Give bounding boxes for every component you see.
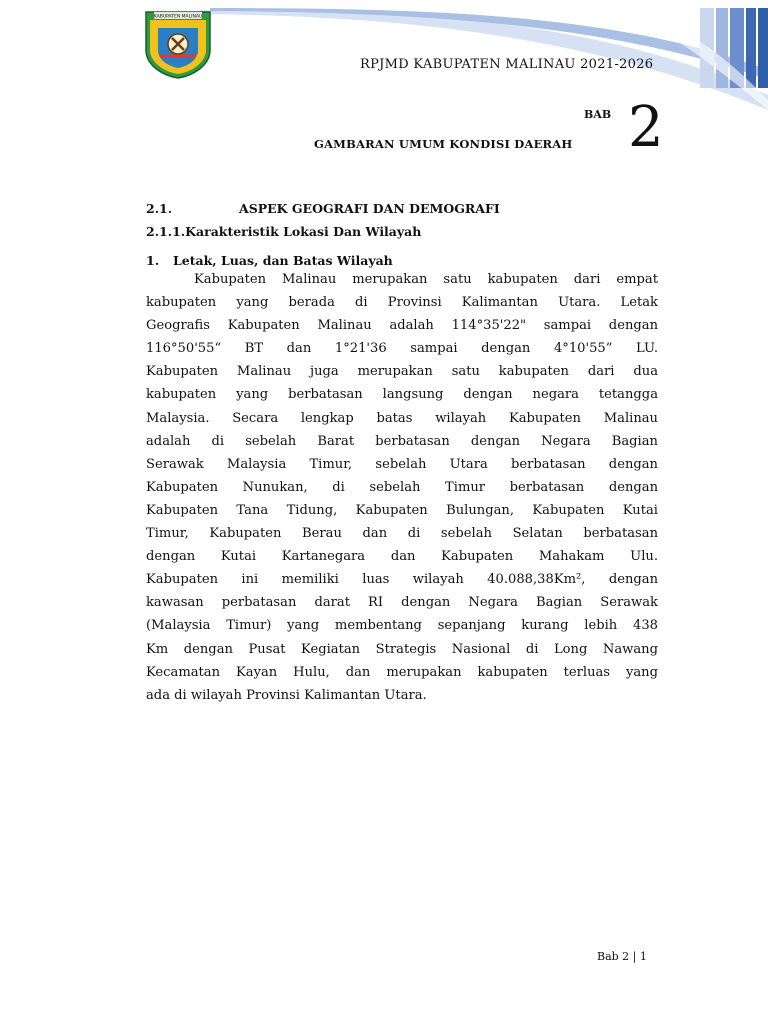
paragraph-line: Kabupaten Malinau merupakan satu kabupaten dari empat (194, 272, 658, 287)
paragraph-line: kabupaten yang berbatasan langsung dengan negara tetangga (146, 387, 658, 403)
paragraph-line: Malaysia. Secara lengkap batas wilayah Kabupaten Malinau (146, 410, 658, 426)
list-item-title: Letak, Luas, dan Batas Wilayah (173, 253, 393, 268)
page-number-footer: Bab 2 | 1 (597, 950, 647, 963)
paragraph-line: Timur, Kabupaten Berau dan di sebelah Selatan berbatasan (146, 526, 658, 542)
logo-text: KABUPATEN MALINAU (153, 14, 203, 20)
paragraph-line: (Malaysia Timur) yang membentang sepanjang kurang lebih 438 (146, 618, 658, 634)
subsection-title: 2.1.1.Karakteristik Lokasi Dan Wilayah (146, 224, 422, 239)
paragraph-line: Kabupaten ini memiliki luas wilayah 40.088,38Km², dengan (146, 572, 658, 588)
paragraph-line: adalah di sebelah Barat berbatasan dengan Negara Bagian (146, 433, 658, 449)
malinau-regency-logo (140, 6, 216, 80)
list-item-number: 1. (146, 253, 160, 268)
paragraph-line: Geografis Kabupaten Malinau adalah 114°35'22" sampai dengan (146, 318, 658, 334)
paragraph-line: Kabupaten Malinau juga merupakan satu kabupaten dari dua (146, 364, 658, 380)
paragraph-line: Kabupaten Tana Tidung, Kabupaten Bulungan, Kabupaten Kutai (146, 502, 658, 518)
paragraph-line: 116°50'55“ BT dan 1°21'36 sampai dengan 4°10'55” LU. (146, 341, 658, 357)
paragraph-line: Km dengan Pusat Kegiatan Strategis Nasional di Long Nawang (146, 641, 658, 657)
paragraph-line: dengan Kutai Kartanegara dan Kabupaten Mahakam Ulu. (146, 549, 658, 565)
chapter-label: BAB (584, 108, 612, 121)
paragraph-line: ada di wilayah Provinsi Kalimantan Utara. (146, 687, 427, 703)
header-swoosh-graphic (0, 0, 768, 110)
document-header-title: RPJMD KABUPATEN MALINAU 2021-2026 (360, 57, 654, 72)
chapter-number: 2 (628, 95, 664, 160)
body-paragraph (146, 268, 658, 707)
section-number: 2.1. (146, 201, 173, 216)
paragraph-line: kabupaten yang berada di Provinsi Kalimantan Utara. Letak (146, 295, 658, 311)
list-item-heading (146, 253, 393, 268)
chapter-title: GAMBARAN UMUM KONDISI DAERAH (314, 137, 573, 151)
paragraph-line: kawasan perbatasan darat RI dengan Negara Bagian Serawak (146, 595, 658, 611)
paragraph-line: Kecamatan Kayan Hulu, dan merupakan kabupaten terluas yang (146, 664, 658, 680)
section-title: ASPEK GEOGRAFI DAN DEMOGRAFI (239, 201, 500, 216)
paragraph-line: Serawak Malaysia Timur, sebelah Utara berbatasan dengan (146, 456, 658, 472)
paragraph-line: Kabupaten Nunukan, di sebelah Timur berbatasan dengan (146, 479, 658, 495)
